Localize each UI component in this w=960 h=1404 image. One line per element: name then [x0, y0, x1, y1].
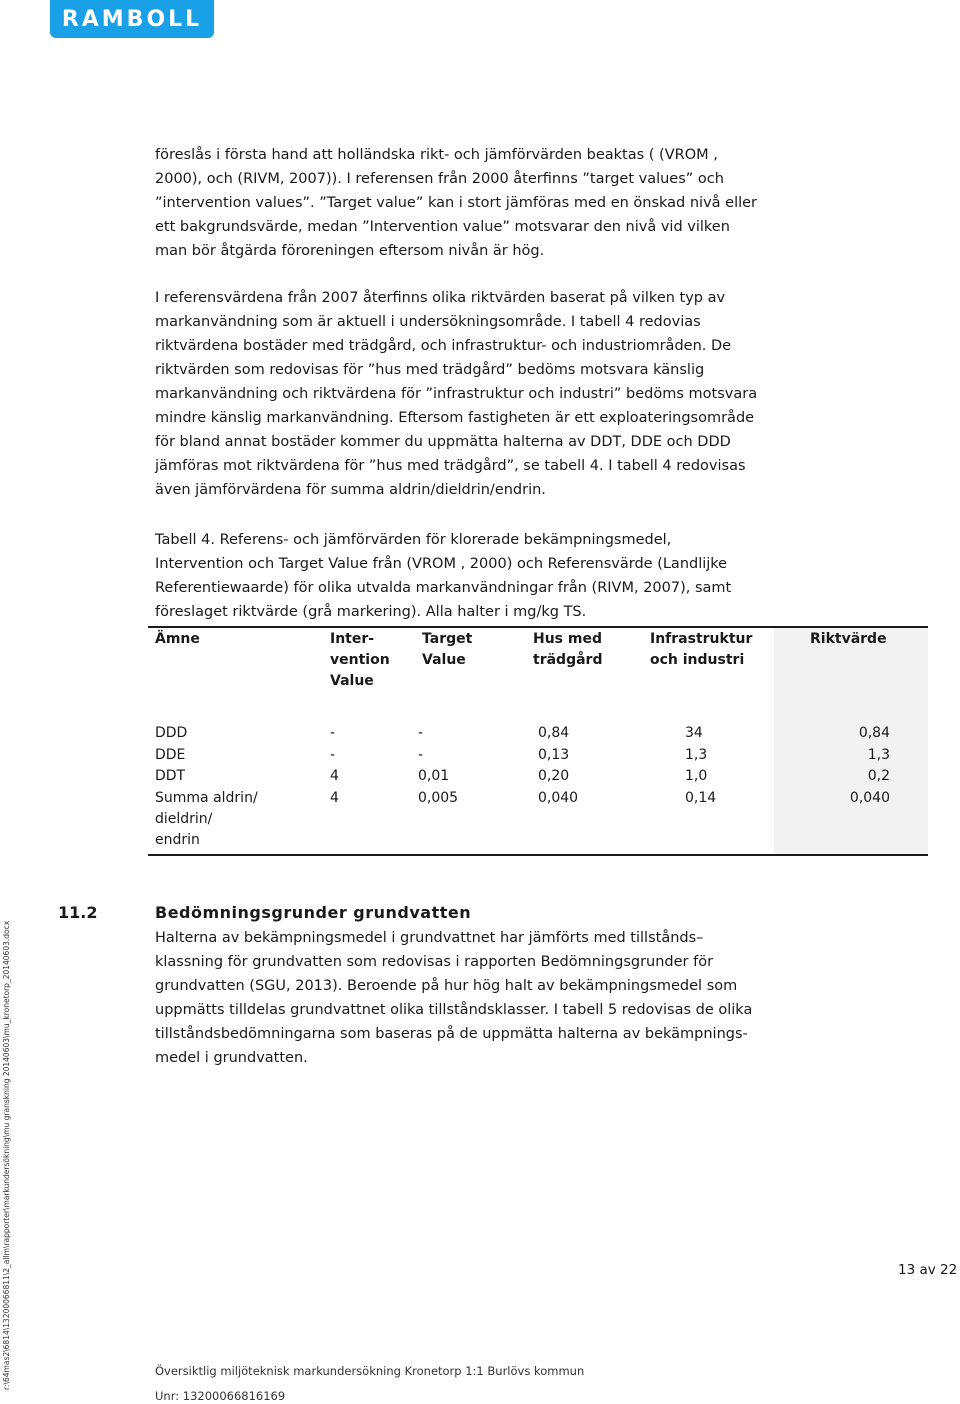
footer-document-title: Översiktlig miljöteknisk markundersökning Kronetorp 1:1 Burlövs kommun	[155, 1364, 585, 1378]
text-line: Tabell 4. Referens- och jämförvärden för klorerade bekämpningsmedel,	[155, 532, 672, 548]
cell-target: 0,005	[418, 790, 459, 806]
cell-infra: 1,3	[685, 747, 708, 763]
cell-riktvarde: 0,84	[858, 725, 890, 741]
cell-riktvarde: 0,040	[849, 790, 890, 806]
text-line: mindre känslig markanvändning. Eftersom fastigheten är ett exploateringsområde	[155, 410, 755, 426]
text-line: klassning för grundvatten som redovisas i rapporten Bedömningsgrunder för	[155, 954, 714, 970]
page-number: 13 av 22	[898, 1262, 958, 1278]
paragraph-referensvarden	[155, 286, 855, 502]
table-top-rule	[148, 626, 928, 628]
text-line: Halterna av bekämpningsmedel i grundvattnet har jämförts med tillstånds–	[155, 930, 704, 946]
table-row-ddt	[148, 766, 928, 787]
text-line: man bör åtgärda föroreningen eftersom nivån är hög.	[155, 243, 545, 259]
paragraph-intro	[155, 143, 835, 263]
cell-amne: DDD	[155, 725, 188, 741]
text-line: riktvärdena bostäder med trädgård, och infrastruktur- och industriområden. De	[155, 338, 732, 354]
cell-intervention: -	[330, 747, 336, 763]
text-line: grundvatten (SGU, 2013). Beroende på hur hög halt av bekämpningsmedel som	[155, 978, 738, 994]
cell-intervention: 4	[330, 790, 339, 806]
cell-hus: 0,84	[538, 725, 570, 741]
cell-infra: 34	[685, 725, 703, 741]
cell-amne: DDT	[155, 768, 186, 784]
cell-riktvarde: 1,3	[867, 747, 890, 763]
cell-target: -	[418, 725, 424, 741]
cell-hus: 0,20	[538, 768, 570, 784]
table-caption	[155, 528, 855, 624]
cell-hus: 0,13	[538, 747, 570, 763]
text-line: I referensvärdena från 2007 återfinns olika riktvärden baserat på vilken typ av	[155, 290, 726, 306]
text-line: markanvändning och riktvärdena för ”infrastruktur och industri” bedöms motsvara	[155, 386, 758, 402]
paragraph-grundvatten	[155, 926, 855, 1070]
text-line: Intervention och Target Value från (VROM , 2000) och Referensvärde (Landlijke	[155, 556, 728, 572]
cell-target: 0,01	[418, 768, 450, 784]
text-line: för bland annat bostäder kommer du uppmätta halterna av DDT, DDE och DDD	[155, 434, 731, 450]
table-row-dde	[148, 745, 928, 766]
text-line: tillståndsbedömningarna som baseras på de uppmätta halterna av bekämpnings-	[155, 1026, 748, 1042]
cell-intervention: 4	[330, 768, 339, 784]
section-title: Bedömningsgrunder grundvatten	[155, 903, 472, 922]
table-bottom-rule	[148, 854, 928, 856]
text-line: Referentiewaarde) för olika utvalda markanvändningar från (RIVM, 2007), samt	[155, 580, 732, 596]
logo-text: RAMBOLL	[61, 6, 203, 32]
text-line: uppmätts tilldelas grundvattnet olika tillståndsklasser. I tabell 5 redovisas de olika	[155, 1002, 753, 1018]
cell-target: -	[418, 747, 424, 763]
header-riktvarde: Riktvärde	[810, 631, 887, 647]
text-line: jämföras mot riktvärdena för ”hus med trädgård”, se tabell 4. I tabell 4 redovisas	[155, 458, 746, 474]
cell-amne: DDE	[155, 747, 186, 763]
header-target-value: Target Value	[422, 631, 473, 668]
text-line: medel i grundvatten.	[155, 1050, 308, 1066]
text-line: ”intervention values”. ”Target value” kan i stort jämföras med en önskad nivå eller	[155, 195, 758, 211]
header-amne: Ämne	[155, 631, 200, 647]
text-line: föreslås i första hand att holländska rikt- och jämförvärden beaktas ( (VROM ,	[155, 147, 718, 163]
text-line: riktvärden som redovisas för ”hus med trädgård” bedöms motsvara känslig	[155, 362, 705, 378]
text-line: 2000), och (RIVM, 2007)). I referensen från 2000 återfinns ”target values” och	[155, 171, 724, 187]
table-row-ddd	[148, 723, 928, 744]
cell-infra: 0,14	[685, 790, 717, 806]
cell-hus: 0,040	[538, 790, 579, 806]
text-line: föreslaget riktvärde (grå markering). Alla halter i mg/kg TS.	[155, 604, 587, 620]
table-row-summa-aldrin	[148, 788, 928, 848]
ramboll-logo	[50, 0, 214, 38]
sidebar-file-path: r:\64mas2\6814\13200066811\2_allm\rapporter\markundersökning\mu granskning 20140603\mu_kronetorp_20140603.docx	[2, 920, 11, 1390]
header-infrastruktur-och-industri: Infrastruktur och industri	[650, 631, 753, 668]
text-line: även jämförvärdena för summa aldrin/dieldrin/endrin.	[155, 482, 546, 498]
cell-riktvarde: 0,2	[867, 768, 890, 784]
section-number: 11.2	[58, 903, 98, 922]
cell-amne: Summa aldrin/ dieldrin/ endrin	[155, 790, 258, 848]
text-line: ett bakgrundsvärde, medan ”Intervention value” motsvarar den nivå vid vilken	[155, 219, 730, 235]
text-line: markanvändning som är aktuell i undersökningsområde. I tabell 4 redovias	[155, 314, 701, 330]
cell-infra: 1,0	[685, 768, 708, 784]
cell-intervention: -	[330, 725, 336, 741]
header-hus-med-tradgard: Hus med trädgård	[533, 631, 603, 668]
header-intervention-value: Inter- vention Value	[330, 631, 390, 689]
footer-unr: Unr: 13200066816169	[155, 1389, 286, 1403]
